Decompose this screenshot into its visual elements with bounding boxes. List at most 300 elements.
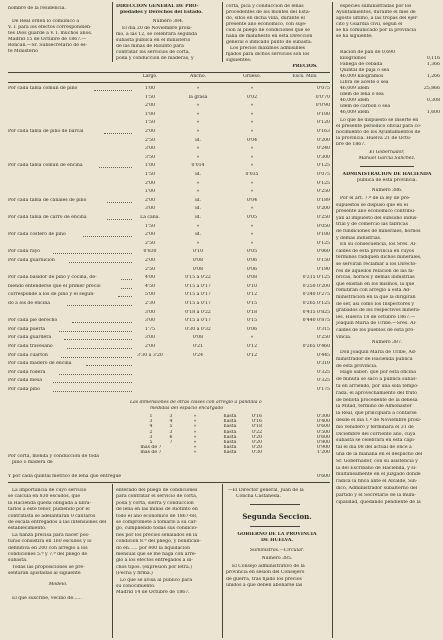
cell-precio: 0'200 [317,206,330,212]
text-line: tes Dios guarde á V. I. muchos años. [8,31,93,36]
text-line: V. I. para los efectos correspondien- [8,25,92,30]
cell-precio: 0'0'70 [315,94,330,100]
ration-label: 46,009 idem [340,110,370,115]
cell-precio: 0'150 [317,258,330,263]
cell-ancho: id. [195,172,201,177]
cell-grueso: 0'10 [246,283,258,289]
ration-label: 46,009 idem [340,86,370,91]
len-hasta: hasta [223,445,237,451]
ration-label: Racion de pan de 0,690 [340,50,396,55]
column-divider [332,2,333,638]
len-precio: 0'300 [317,414,330,419]
len-from: 3 [149,419,153,425]
text-line: turas consistirá en 160 escudos y lo [8,539,92,545]
cell-largo: 2'00 [144,232,156,238]
notice-number: Número 385. [261,556,293,561]
text-line: condición 8.ª del pliego, y bonifican- [116,539,201,545]
text-line: que existan en los mismos, la que [336,281,415,287]
cell-largo: 4'50 [144,283,156,289]
text-line: condiciones 5.ª y 7.ª del pliego de [8,552,88,557]
cell-ancho: 0'15 á 0'17 [185,301,211,306]
signature-name: Manuel Garcia Sanchez. [358,156,416,161]
cell-ancho: » [196,120,200,126]
cell-grueso: » [250,180,254,186]
text-line: tarlos á este tenor, pudiendo por el [8,507,90,513]
ration-label: Libra de aceite ó sea [340,80,389,85]
cell-precio: 0'250 0'200 [302,283,330,289]
leader-dots [67,348,132,349]
cell-precio: 0'310 [317,361,330,367]
cell-ancho: id. [195,215,201,220]
text-line: halla de manifiesto en esta Direccion [226,34,313,39]
gobierno-title: GOBIERNO DE LA PROVINCIA [237,532,317,537]
cell-precio: 0'340 0'275 [302,292,330,298]
text-line: trial y de comercio las fábricas [336,222,408,228]
text-line: contratar los servicios de corta, [116,50,191,55]
text-line: bricas, hornos y demás industrias [336,275,415,281]
cell-grueso: 0'12 [246,352,258,358]
cell-largo: 2'00 [144,180,156,186]
cell-largo: 2'00 [144,344,156,349]
cell-grueso: 0'15 [246,318,258,324]
cell-precio: 0'120 [317,120,330,126]
cell-precio: 0'215 0'125 [302,275,330,281]
leader-dots [59,374,133,375]
text-line: provincia en sesion del Consejero [226,570,305,576]
leader-dots [67,305,132,306]
text-line: bre de 1867. [336,142,366,147]
text-line: supuestos se dispuso que en el [336,202,408,208]
cell-grueso: 0'06 [246,326,258,332]
cell-largo: 3'00 [144,335,156,341]
cell-precio: 0'075 [317,86,330,91]
leader-dots [59,331,133,332]
text-line: nombre de la residencia. [8,6,66,11]
len-grueso: 0'18 [251,424,263,430]
cell-ancho: id. [195,197,201,203]
len-from: 2 [149,429,153,435]
text-line: nes por los precios señalados en la [116,532,198,538]
text-line: ministrador de Hacienda pública [336,356,413,362]
cell-ancho: 0'15 á 0'17 [185,283,211,289]
text-line: presente año económico contribu- [336,209,416,215]
len-grueso: 0'16 [251,419,263,425]
row-label: Por cada pino [8,387,40,392]
text-line: mo, á las 12, se celebrará segunda [116,32,197,37]
len-grueso: 0'22 [251,429,263,435]
len-to: 5 [169,424,173,430]
text-line: Diciembre del corriente año, cuya [336,431,416,437]
text-line: de leña en las minas de Riotinto en [116,507,198,513]
table-rule [8,482,330,483]
leader-dots [94,90,132,91]
len-from: más de 7 [140,450,162,456]
len-hasta: hasta [223,434,237,440]
cell-grueso: » [250,206,254,212]
text-line: se ha siguiente: [336,34,373,39]
cell-grueso: 0'08 [246,275,258,281]
cell-ancho: » [196,154,200,160]
text-line: de guerra, tras fijado los precios [226,576,302,582]
text-line: caldes de los pueblos de esta pro- [336,328,415,333]
cell-largo: 3'00 [144,318,156,324]
len-mark: » [193,424,197,430]
cell-largo: 3'00 [144,206,156,212]
text-line: Lo que he dispuesto se inserte en [340,118,419,123]
text-line: establecimiento. [8,526,47,532]
final-value: 0'600 [317,474,330,479]
cell-largo: 1'00 [144,86,156,91]
ration-label: Fanega de cebada [340,62,383,67]
text-line: Lo que se avisa al público para [120,577,193,583]
text-line: Madrid 15 de Octubre de 1867.— [8,37,87,42]
len-grueso: 0'16 [251,414,263,419]
text-line: go, cumpliendo todas sus condicio- [116,526,198,532]
row-label: Por cada rayo [8,249,41,255]
column-divider [222,2,223,62]
text-line: desde el día 1.º de Noviembre próxi- [336,418,422,423]
notice-number: Número 384. [152,19,184,24]
len-precio: 1'200 [317,450,330,456]
cell-precio: 0'325 [317,369,330,375]
cell-ancho: » [196,180,200,186]
text-line: Los precios máximos admisibles [230,46,306,51]
text-line: radica la finca ante el Alcalde, Sín- [336,479,418,485]
cell-precio: 0'100 [317,232,330,238]
text-line: general é indicado punto de subasta. [226,40,313,45]
ration-label: Quintal de paja ó sea [340,68,390,73]
cell-largo: 4'00 [144,275,156,281]
len-precio: 0'900 [317,445,330,451]
row-label: corresponde á los de pino y el segun- [8,292,95,298]
cell-largo: 2'50 [144,266,156,272]
cell-grueso: » [250,223,254,229]
cell-precio: 0'0'90 [315,103,330,109]
row-label: Por cada madero de encina [8,361,72,367]
text-line: —El Director general, Juan de la [228,488,304,493]
text-line: enterado del pliego de condiciones [116,488,198,493]
cell-grueso: 0'02 [246,94,258,100]
cell-largo: 2'00 [144,129,156,134]
text-line: todo el año económico de 1867-68, [116,513,198,519]
cell-grueso: » [250,103,254,109]
text-line: El dia 20 de Noviembre próxi- [122,26,193,31]
text-line: subasta se celebrará en esta capi- [336,438,416,444]
text-line: grabados de los respectivos minera- [336,308,421,314]
len-from: 4 [149,424,153,430]
column-divider [222,484,223,638]
len-hasta: hasta [223,424,237,430]
cell-precio: 0'315 [317,326,330,332]
len-grueso: 0'20 [251,440,263,445]
row-label: biendo entenderse que el primer precio [8,283,101,289]
row-label: do á los de encina [8,301,50,306]
row-label: Por cada tabla de pino de barcal [8,129,84,134]
text-line: la Real, que principiará á contarse [336,411,417,417]
cell-largo: 1'00 [144,111,156,117]
text-line: De Real órden lo comunico á [12,19,80,24]
cell-precio: 0'125 [317,240,330,246]
cell-grueso: » [250,120,254,126]
text-line: nocimiento de los Ayuntamientos de [336,130,421,135]
text-line: corta, pica y conduccion de leñas [226,4,304,9]
text-line: la Mitad, término de Almonaster [336,404,412,410]
text-line: cion al pliego de condiciones que se [226,28,310,33]
text-line: de las minas de Rioíinto para [116,44,184,49]
cell-grueso: 0'18 [246,309,258,315]
cell-precio: 0'100 [317,111,330,117]
len-grueso: 0'20 [251,434,263,440]
cell-largo: 5'00 [144,292,156,298]
text-line: remitirán con arreglo á esta Ad- [336,288,411,294]
notice-number: Número 387. [371,340,403,345]
len-from: 3 [149,434,153,440]
cell-grueso: » [250,163,254,169]
text-line: subasta pública en el ministerio [116,38,191,43]
text-line: mo venidero y terminará el 31 de [336,424,414,430]
text-line: chos tipos. (expresión por letra.) [116,564,192,570]
leader-dots [53,253,132,254]
text-line: Por el art. 7.º de la ley de pre- [340,196,411,201]
cell-precio: 0'190 [317,266,330,272]
row-label: Por cada costero de pino [8,232,66,238]
cell-precio: 0'175 [317,387,330,392]
cell-precio: 0'075 [317,172,330,177]
len-hasta: hasta [223,440,237,445]
cell-grueso: » [250,335,254,341]
cell-ancho: » [196,146,200,152]
final-label: Y por cada quintal métrico de leña que entregue [8,474,122,479]
gobierno-subtitle: DE HUELVA. [261,538,293,543]
text-line: se compromete á tomarlo á su car- [116,520,198,525]
cell-precio: 0'265 0'460 [302,344,330,349]
ration-label: Idem de carbon ó sea [340,104,391,109]
cell-largo: 1'50 [144,172,156,177]
text-line: les. Huelva 18 de octubre 1867.— [336,314,416,320]
text-line: fijados para dichos servicios son los [226,52,310,57]
cell-largo: 3'50 [144,154,156,160]
table-rule [8,82,330,83]
cell-ancho: » [196,189,200,195]
text-line: y demás industrias. [336,235,382,241]
ration-value: 1,366 [426,62,440,67]
text-line: mensual que se me haga con arre- [116,552,197,557]
corta-label: Por corta, monda y conduccion de toda [8,454,100,459]
text-line: poda y corta, sierra y conduccion [116,500,194,506]
cell-ancho: 0'18 á 0'22 [185,309,211,315]
cell-grueso: 0'05 [246,249,258,255]
len-hasta: hasta [223,419,237,425]
len-precio: 0'400 [317,419,330,425]
table-note: Las dimensiones de otras clases con arreglo á pandilla ó [130,400,262,405]
len-hasta: hasta [223,414,237,419]
cell-largo: 1'00 [144,163,156,169]
text-line: se servirán reclamar á los Directo- [336,262,417,267]
text-line: En su consecuencia, los Sres. Al- [340,242,417,248]
cell-ancho: » [196,223,200,229]
text-line: tal el día 08 del actual de once á [336,445,412,451]
text-line: unidos á que deben abonarse las [226,583,303,589]
text-line: caldes de esta provincia en cuyos [336,248,415,254]
cell-largo: 2'00 [144,197,156,203]
cell-grueso: 0'035 [245,172,259,177]
cell-precio: 0'250 [317,335,330,341]
section-subtitle: pública de esta provincia. [357,178,417,183]
cell-ancho: 0'30 á 0'32 [185,326,211,332]
ration-label: 46,009 idem [340,98,370,103]
cell-precio: 0'440 0'875 [302,318,330,324]
text-line: do en...... por 800 la liquidación [116,545,191,551]
text-line: cito y Guardia civil, según el [336,22,403,27]
cell-ancho: 0'15 á 0'17 [185,292,211,298]
text-line: Sr. Gobernador, con su asistencia y [336,458,418,464]
cell-largo: 1'50 [144,94,156,100]
len-mark: » [193,445,197,451]
cell-largo: 2'50 [144,137,156,143]
ration-value: 1,600 [426,110,440,115]
len-precio: 0'600 [317,424,330,430]
cell-precio: 0'189 [317,197,330,203]
len-mark: » [193,414,197,419]
text-line: multáneamente en el juzgado donde [336,472,421,478]
ration-label: kilógramos [340,56,366,61]
cell-ancho: 0'24 [192,352,204,358]
leader-dots [83,236,132,237]
row-label: Por cada guarnicion [8,258,55,263]
text-line: se ha comunicado por la provincia [336,28,416,33]
cell-ancho: 0'10 [192,249,204,255]
len-mark: » [193,450,197,456]
ration-label: 46,009 kilógramos [340,74,384,79]
cell-grueso: 0'12 [246,344,258,349]
table-header-precios: PRECIOS. [292,64,318,69]
cell-grueso: » [250,240,254,246]
cell-ancho: » [196,240,200,246]
col-header-ancho: Ancho. [190,74,206,79]
text-line: de minuta se sacó á pública subas- [336,377,417,383]
ration-label: Idem de leña ó sea [340,92,384,97]
leader-dots [53,391,132,392]
text-line: (Fecha y firma.) [116,571,153,577]
text-line: para contratar el servicio de corta, [116,494,198,500]
cell-precio: 0'300 [317,154,330,160]
leader-dots [72,322,132,323]
cell-grueso: 0'12 [246,292,258,298]
cell-largo: 2'00 [144,103,156,109]
cell-grueso: » [250,129,254,134]
text-line: agosto último, á las tropas del ejér- [336,16,419,21]
leader-dots [69,262,132,263]
cell-largo: 2'50 [144,240,156,246]
cell-precio: 0'415 0'825 [302,309,330,315]
text-line: te Ministerio [8,49,38,54]
ration-value: 0,308 [426,98,440,103]
text-line: términos radiquen dichos minerales, [336,255,422,261]
text-line: de escala entregados á las intensiones del [8,520,107,525]
len-from: 5 [149,440,153,445]
cell-precio: 0'050 [317,223,330,229]
len-to: 6 [169,434,173,440]
text-line: de esta provincia. [336,363,378,369]
len-grueso: 0'30 [251,450,263,456]
circular-title: Suministros.—Circular. [249,548,304,553]
table-note: medidas del espacio encargado [150,406,224,411]
col-header-grueso: Grueso. [242,74,262,79]
text-line: de bellota procedente de la dehesa [336,397,418,403]
text-line: yan al impuesto del subsidio indus- [336,215,418,221]
cell-ancho: 0'014 [191,163,205,169]
text-line: la del Escribano de Hacienda, y si- [336,465,417,471]
text-line: su conocimiento. [116,584,156,589]
len-precio: 0'800 [317,440,330,445]
text-line: procedentes de los montes del Esta- [226,10,311,15]
cell-grueso: » [250,154,254,160]
len-grueso: 0'20 [251,445,263,451]
ration-value: 1,266 [426,74,440,79]
len-hasta: hasta [223,429,237,435]
section-subtitle: piedades y Derechos del Estado. [120,10,203,15]
text-line: La importancia de cuyo servicio [12,488,87,493]
cell-largo: 1'50 [144,120,156,126]
section-title: ADMINISTRACION DE HACIENDA [342,172,432,177]
len-hasta: hasta [223,450,237,456]
len-mark: » [193,419,197,425]
len-to: 3 [169,414,173,419]
corta-label: pino ó madera de [12,460,53,465]
text-line: sentarán ajustadas al siguiente [8,571,81,577]
text-line: Joaquin María de Uribe.—Sres. Al- [336,321,417,327]
column-divider [112,2,113,62]
cell-ancho: 0'08 [192,335,204,341]
text-line: partido y el Secretario de la muni- [336,492,416,498]
text-line: El que suscribe, vecino de...... [12,596,82,601]
ration-value: 25,866 [423,86,440,91]
cell-ancho: id. [195,232,201,238]
text-line: Ayuntamientos, durante el mes de [336,10,416,15]
text-line: Madrid 14 de Octubre de 1867. [116,590,190,596]
text-line: poda y conduccion de maderas, y [116,56,194,61]
cell-largo: 3'00 [144,146,156,152]
text-line: presente año económico, con suje- [226,22,307,27]
cell-largo: 2'00 [144,258,156,263]
cell-grueso: 0'06 [246,258,258,263]
cell-precio: 0'265 0'125 [302,301,330,306]
text-line: se calcula en 830 escudos, que [8,494,81,500]
cell-grueso: » [250,189,254,195]
len-precio: 0'600 [317,434,330,440]
text-line: rada, el aprovechamiento del fruto [336,390,418,396]
text-line: definitiva en 200 con arreglo á los [8,545,88,551]
cell-grueso: 0'15 [246,301,258,306]
len-mark: » [193,440,197,445]
cell-ancho: » [196,111,200,117]
cell-ancho: 0'08 [192,266,204,272]
row-label: Por cada basidor de pino y cocina, de- [8,275,97,281]
cell-ancho: la grasa [188,94,208,100]
cell-grueso: 0'04 [246,197,258,203]
text-line: subasta. [8,558,28,564]
signature-title: El Gobernador, [369,150,405,155]
cell-largo: 3'30 á 3'20 [137,352,163,358]
row-label: Por cada guardera [8,335,52,341]
col-header-escudos: Escs. Mils. [292,74,318,79]
cell-ancho: 0'21 [192,344,204,349]
text-line: de ser, asi como los Inspectores y [336,301,415,307]
notice-number: Número 386. [371,188,403,193]
leader-dots [53,382,132,383]
col-header-largo: Largo. [142,74,158,79]
cell-largo: 3'00 [144,309,156,315]
